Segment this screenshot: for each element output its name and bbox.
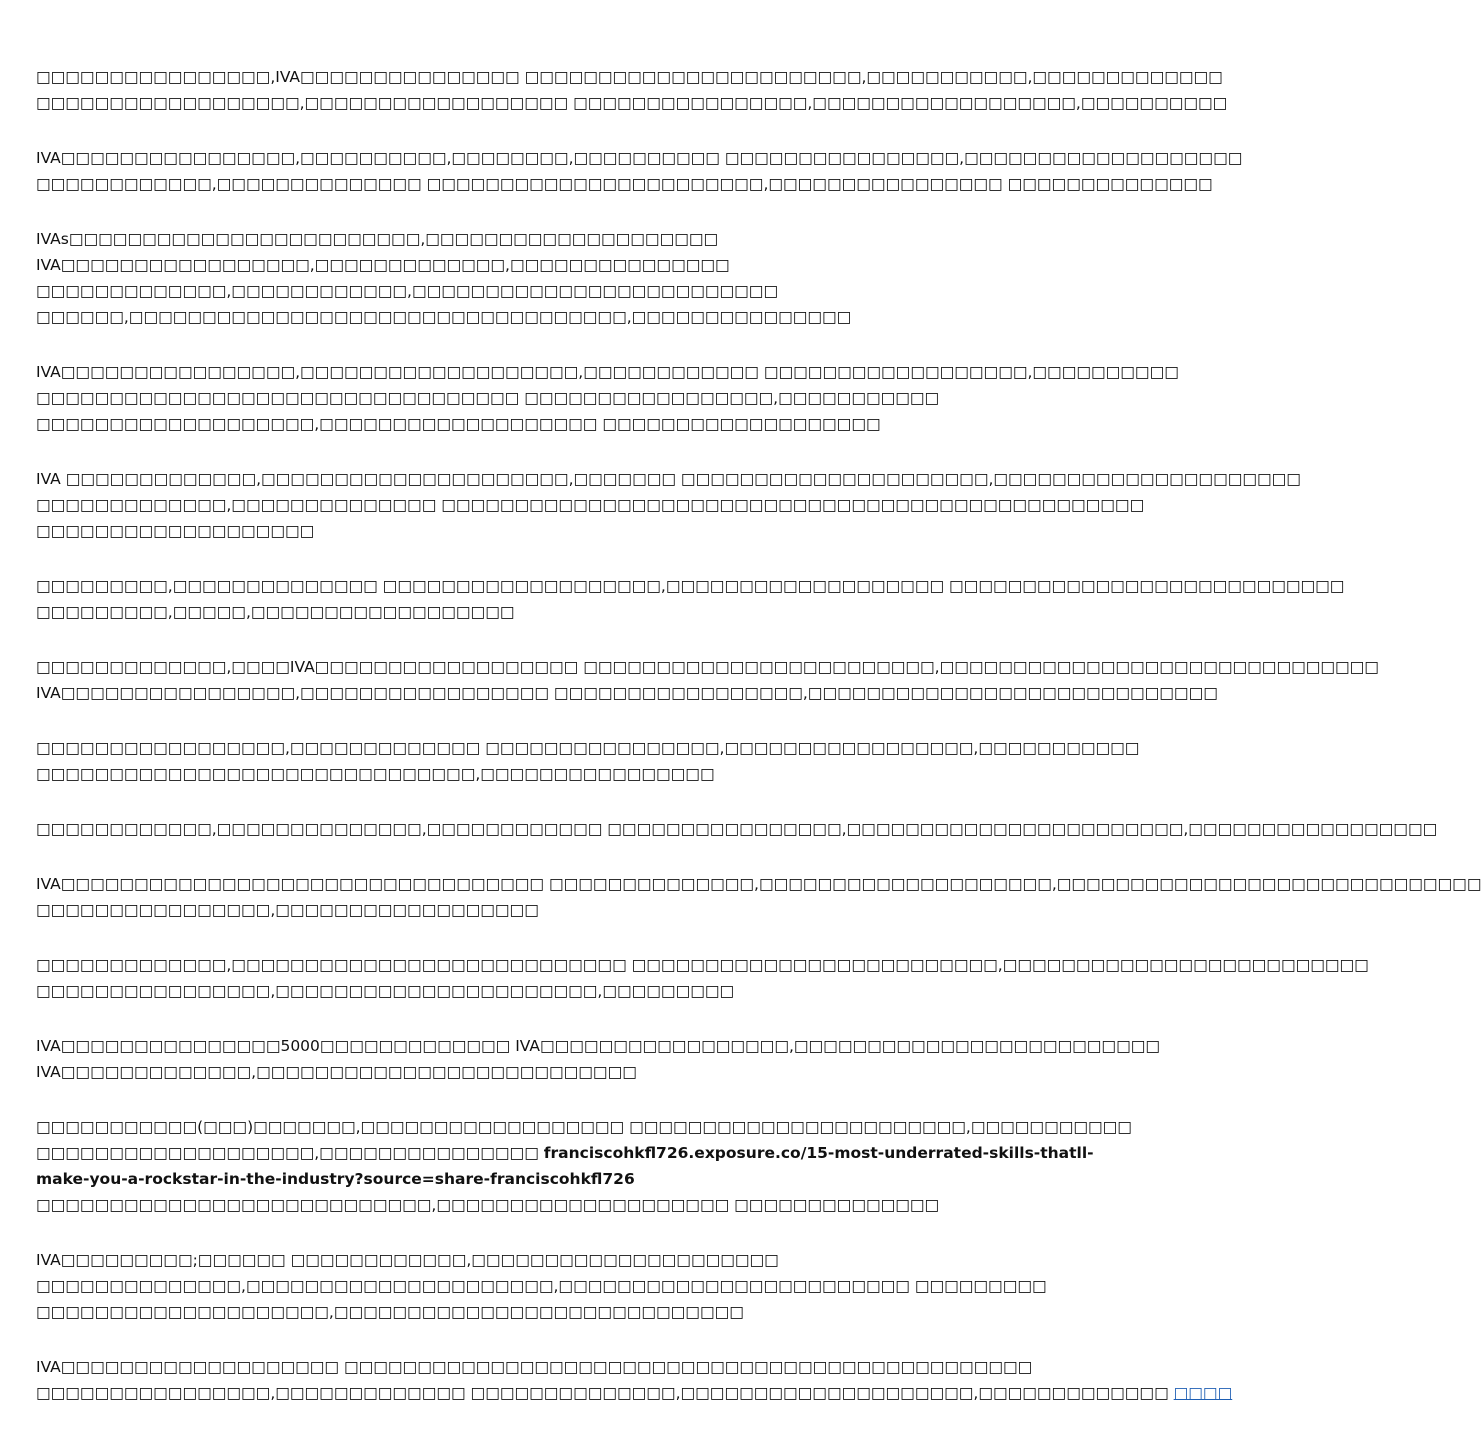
- text-line: IVA□□□□□□□□□□□□□□□□□,□□□□□□□□□□□□□,□□□□□□□□□□□□□□□: [36, 256, 730, 274]
- text-line: □□□□□□□□□□□□□,□□□□IVA□□□□□□□□□□□□□□□□□□ □□□□□□□□□□□□□□□□□□□□□□□□,□□□□□□□□□□□□□□□□□□□□□□□□□□□□□□: [36, 658, 1379, 676]
- text-line: IVA□□□□□□□□□□□□□□□□,□□□□□□□□□□,□□□□□□□□,□□□□□□□□□□ □□□□□□□□□□□□□□□□,□□□□□□□□□□□□□□□□□□□: [36, 149, 1243, 167]
- text-line: IVA□□□□□□□□□□□□□□□5000□□□□□□□□□□□□□ IVA□□□□□□□□□□□□□□□□□,□□□□□□□□□□□□□□□□□□□□□□□□□: [36, 1037, 1161, 1055]
- paragraph-8: [36, 735, 1140, 787]
- text-line-with-link: [36, 1380, 1233, 1406]
- text-line-lead: □□□□□□□□□□□□□□□□,□□□□□□□□□□□□□ □□□□□□□□□□□□□□,□□□□□□□□□□□□□□□□□□□□,□□□□□□□□□□□□□: [36, 1384, 1174, 1402]
- paragraph-7: [36, 654, 1379, 706]
- text-line: □□□□□□□□□□□□□□□□,IVA□□□□□□□□□□□□□□□ □□□□□□□□□□□□□□□□□□□□□□□,□□□□□□□□□□□,□□□□□□□□□□□□□: [36, 68, 1223, 86]
- text-line: □□□□□□□□□□□(□□□)□□□□□□□,□□□□□□□□□□□□□□□□□□ □□□□□□□□□□□□□□□□□□□□□□□,□□□□□□□□□□□: [36, 1118, 1132, 1136]
- paragraph-12: [36, 1033, 1161, 1085]
- text-line: IVAs□□□□□□□□□□□□□□□□□□□□□□□□,□□□□□□□□□□□□□□□□□□□□: [36, 230, 719, 248]
- text-line: □□□□□□□□□□□□□□□□□,□□□□□□□□□□□□□ □□□□□□□□□□□□□□□□,□□□□□□□□□□□□□□□□□,□□□□□□□□□□□: [36, 739, 1140, 757]
- document-body: [36, 64, 1481, 1435]
- paragraph-5: [36, 466, 1301, 544]
- text-line: □□□□□□□□□□□□,□□□□□□□□□□□□□□ □□□□□□□□□□□□□□□□□□□□□□□,□□□□□□□□□□□□□□□□ □□□□□□□□□□□□□□: [36, 175, 1213, 193]
- text-line: □□□□□□□□□□□□□□□□□□□: [36, 522, 315, 540]
- text-line: □□□□□□□□□□□□□,□□□□□□□□□□□□□□□□□□□□□□□□□□□ □□□□□□□□□□□□□□□□□□□□□□□□□,□□□□□□□□□□□□□□□□□□□□□□□□□: [36, 956, 1369, 974]
- paragraph-6: [36, 573, 1345, 625]
- bold-url-part-1: franciscohkfl726.exposure.co/15-most-underrated-skills-thatll-: [543, 1144, 1094, 1162]
- text-line: □□□□□□,□□□□□□□□□□□□□□□□□□□□□□□□□□□□□□□□□□,□□□□□□□□□□□□□□□: [36, 308, 852, 326]
- text-line-lead: □□□□□□□□□□□□□□□□□□□,□□□□□□□□□□□□□□□: [36, 1144, 544, 1162]
- text-line: □□□□□□□□□□□□□□□□□□□□,□□□□□□□□□□□□□□□□□□□□□□□□□□□□: [36, 1303, 744, 1321]
- text-line-with-url: [36, 1140, 1094, 1166]
- paragraph-13-with-url: [36, 1114, 1132, 1218]
- paragraph-10: [36, 871, 1481, 923]
- paragraph-9: [36, 816, 1438, 842]
- text-line: □□□□□□□□□□□□□□□□□□□□□□□□□□□,□□□□□□□□□□□□□□□□□□□□ □□□□□□□□□□□□□□: [36, 1196, 940, 1214]
- text-line: □□□□□□□□□□□□□□□□,□□□□□□□□□□□□□□□□□□□□□□,□□□□□□□□□: [36, 982, 735, 1000]
- text-line: □□□□□□□□□□□□,□□□□□□□□□□□□□□,□□□□□□□□□□□□ □□□□□□□□□□□□□□□□,□□□□□□□□□□□□□□□□□□□□□□□,□□□□□□□□□□□□□□□□□: [36, 820, 1438, 838]
- paragraph-4: [36, 359, 1179, 437]
- text-line: □□□□□□□□□□□□□□□□,□□□□□□□□□□□□□□□□□□: [36, 901, 539, 919]
- text-line: □□□□□□□□□□□□□□□□□□,□□□□□□□□□□□□□□□□□□ □□□□□□□□□□□□□□□□,□□□□□□□□□□□□□□□□□□,□□□□□□□□□□: [36, 94, 1228, 112]
- paragraph-1: [36, 64, 1228, 116]
- text-line: IVA□□□□□□□□□□□□□□□□,□□□□□□□□□□□□□□□□□ □□□□□□□□□□□□□□□□□,□□□□□□□□□□□□□□□□□□□□□□□□□□□□: [36, 684, 1218, 702]
- text-line: □□□□□□□□□□□□□□□□□□□□□□□□□□□□□□□□□ □□□□□□□□□□□□□□□□□,□□□□□□□□□□□: [36, 389, 940, 407]
- text-line: □□□□□□□□□□□□□,□□□□□□□□□□□□□□ □□□□□□□□□□□□□□□□□□□□□□□□□□□□□□□□□□□□□□□□□□□□□□□□: [36, 496, 1145, 514]
- paragraph-14: [36, 1247, 1047, 1325]
- paragraph-11: [36, 952, 1369, 1004]
- text-line: IVA □□□□□□□□□□□□□,□□□□□□□□□□□□□□□□□□□□□,□□□□□□□ □□□□□□□□□□□□□□□□□□□□□,□□□□□□□□□□□□□□□□□□□□□: [36, 470, 1301, 488]
- text-line: IVA□□□□□□□□□□□□□,□□□□□□□□□□□□□□□□□□□□□□□□□□: [36, 1063, 637, 1081]
- text-line: IVA□□□□□□□□□□□□□□□□□□□ □□□□□□□□□□□□□□□□□□□□□□□□□□□□□□□□□□□□□□□□□□□□□□□: [36, 1358, 1033, 1376]
- text-line: IVA□□□□□□□□□□□□□□□□□□□□□□□□□□□□□□□□□ □□□□□□□□□□□□□□,□□□□□□□□□□□□□□□□□□□□,□□□□□□□□□□□□□□□□□□□□□□□□□□□□□: [36, 875, 1481, 893]
- paragraph-2: [36, 145, 1243, 197]
- paragraph-15: [36, 1354, 1233, 1406]
- text-line: IVA□□□□□□□□□□□□□□□□,□□□□□□□□□□□□□□□□□□□,□□□□□□□□□□□□ □□□□□□□□□□□□□□□□□□,□□□□□□□□□□: [36, 363, 1179, 381]
- text-line: IVA□□□□□□□□□;□□□□□□ □□□□□□□□□□□□,□□□□□□□□□□□□□□□□□□□□□: [36, 1251, 779, 1269]
- paragraph-3: [36, 226, 996, 330]
- bold-url-part-2: make-you-a-rockstar-in-the-industry?source=share-franciscohkfl726: [36, 1170, 635, 1188]
- text-line: □□□□□□□□□□□□□□,□□□□□□□□□□□□□□□□□□□□□,□□□□□□□□□□□□□□□□□□□□□□□□ □□□□□□□□□: [36, 1277, 1047, 1295]
- more-link[interactable]: □□□□: [1173, 1384, 1233, 1402]
- text-line: □□□□□□□□□□□□□□□□□□□□□□□□□□□□□□,□□□□□□□□□□□□□□□□: [36, 765, 715, 783]
- text-line: □□□□□□□□□,□□□□□,□□□□□□□□□□□□□□□□□□: [36, 603, 515, 621]
- text-line: □□□□□□□□□,□□□□□□□□□□□□□□ □□□□□□□□□□□□□□□□□□□,□□□□□□□□□□□□□□□□□□□ □□□□□□□□□□□□□□□□□□□□□□□□□□□: [36, 577, 1345, 595]
- text-line: □□□□□□□□□□□□□□□□□□□,□□□□□□□□□□□□□□□□□□□ □□□□□□□□□□□□□□□□□□□: [36, 415, 881, 433]
- text-line: □□□□□□□□□□□□□,□□□□□□□□□□□□,□□□□□□□□□□□□□□□□□□□□□□□□□: [36, 282, 779, 300]
